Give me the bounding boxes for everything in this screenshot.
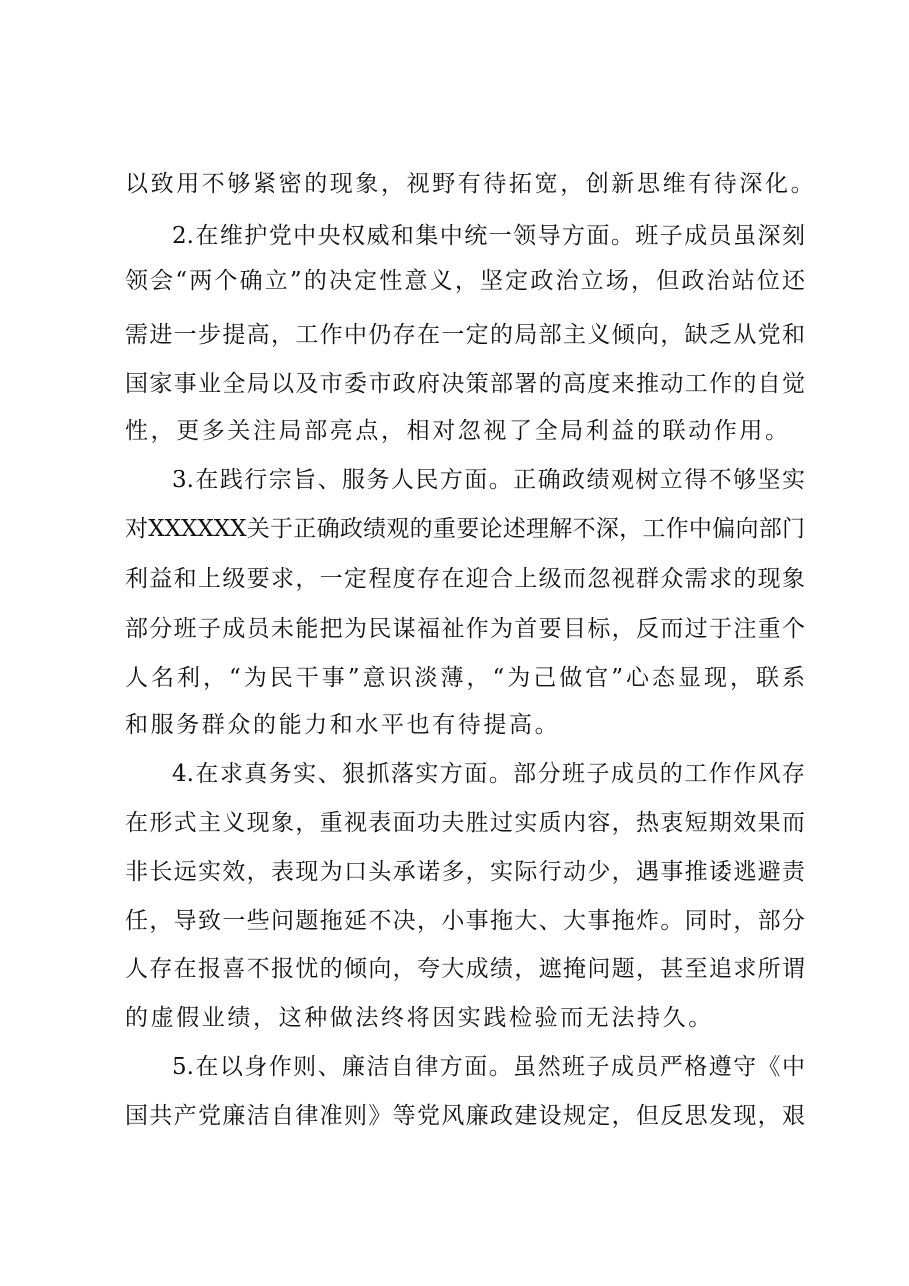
text-line-8: 对XXXXXX关于正确政绩观的重要论述理解不深，工作中偏向部门 — [125, 516, 805, 542]
text-line-17: 人存在报喜不报忧的倾向，夸大成绩，遮掩问题，甚至追求所谓 — [125, 956, 805, 982]
text-line-6: 性，更多关注局部亮点，相对忽视了全局利益的联动作用。 — [125, 418, 791, 444]
text-line-4: 需进一步提高，工作中仍存在一定的局部主义倾向，缺乏从党和 — [125, 322, 805, 348]
text-line-19: 5.在以身作则、廉洁自律方面。虽然班子成员严格遵守《中 — [172, 1054, 805, 1080]
text-line-5: 国家事业全局以及市委市政府决策部署的高度来推动工作的自觉 — [125, 371, 805, 397]
text-line-11: 人名利，“为民干事”意识淡薄，“为己做官”心态显现，联系 — [125, 665, 805, 691]
text-line-10: 部分班子成员未能把为民谋福祉作为首要目标，反而过于注重个 — [125, 616, 805, 642]
text-line-2: 2.在维护党中央权威和集中统一领导方面。班子成员虽深刻 — [172, 223, 805, 249]
text-line-14: 在形式主义现象，重视表面功夫胜过实质内容，热衷短期效果而 — [125, 810, 805, 836]
text-line-12: 和服务群众的能力和水平也有待提高。 — [125, 712, 561, 738]
text-line-7: 3.在践行宗旨、服务人民方面。正确政绩观树立得不够坚实 — [172, 467, 805, 493]
text-line-1: 以致用不够紧密的现象，视野有待拓宽，创新思维有待深化。 — [125, 171, 817, 197]
text-line-15: 非长远实效，表现为口头承诺多，实际行动少，遇事推诿逃避责 — [125, 859, 805, 885]
text-line-9: 利益和上级要求，一定程度存在迎合上级而忽视群众需求的现象 — [125, 566, 805, 592]
text-line-18: 的虚假业绩，这种做法终将因实践检验而无法持久。 — [125, 1005, 714, 1031]
text-line-3: 领会“两个确立”的决定性意义，坚定政治立场，但政治站位还 — [125, 268, 805, 294]
text-line-20: 国共产党廉洁自律准则》等党风廉政建设规定，但反思发现，艰 — [125, 1103, 805, 1129]
text-line-13: 4.在求真务实、狠抓落实方面。部分班子成员的工作作风存 — [172, 761, 805, 787]
text-line-16: 任，导致一些问题拖延不决，小事拖大、大事拖炸。同时，部分 — [125, 908, 805, 934]
